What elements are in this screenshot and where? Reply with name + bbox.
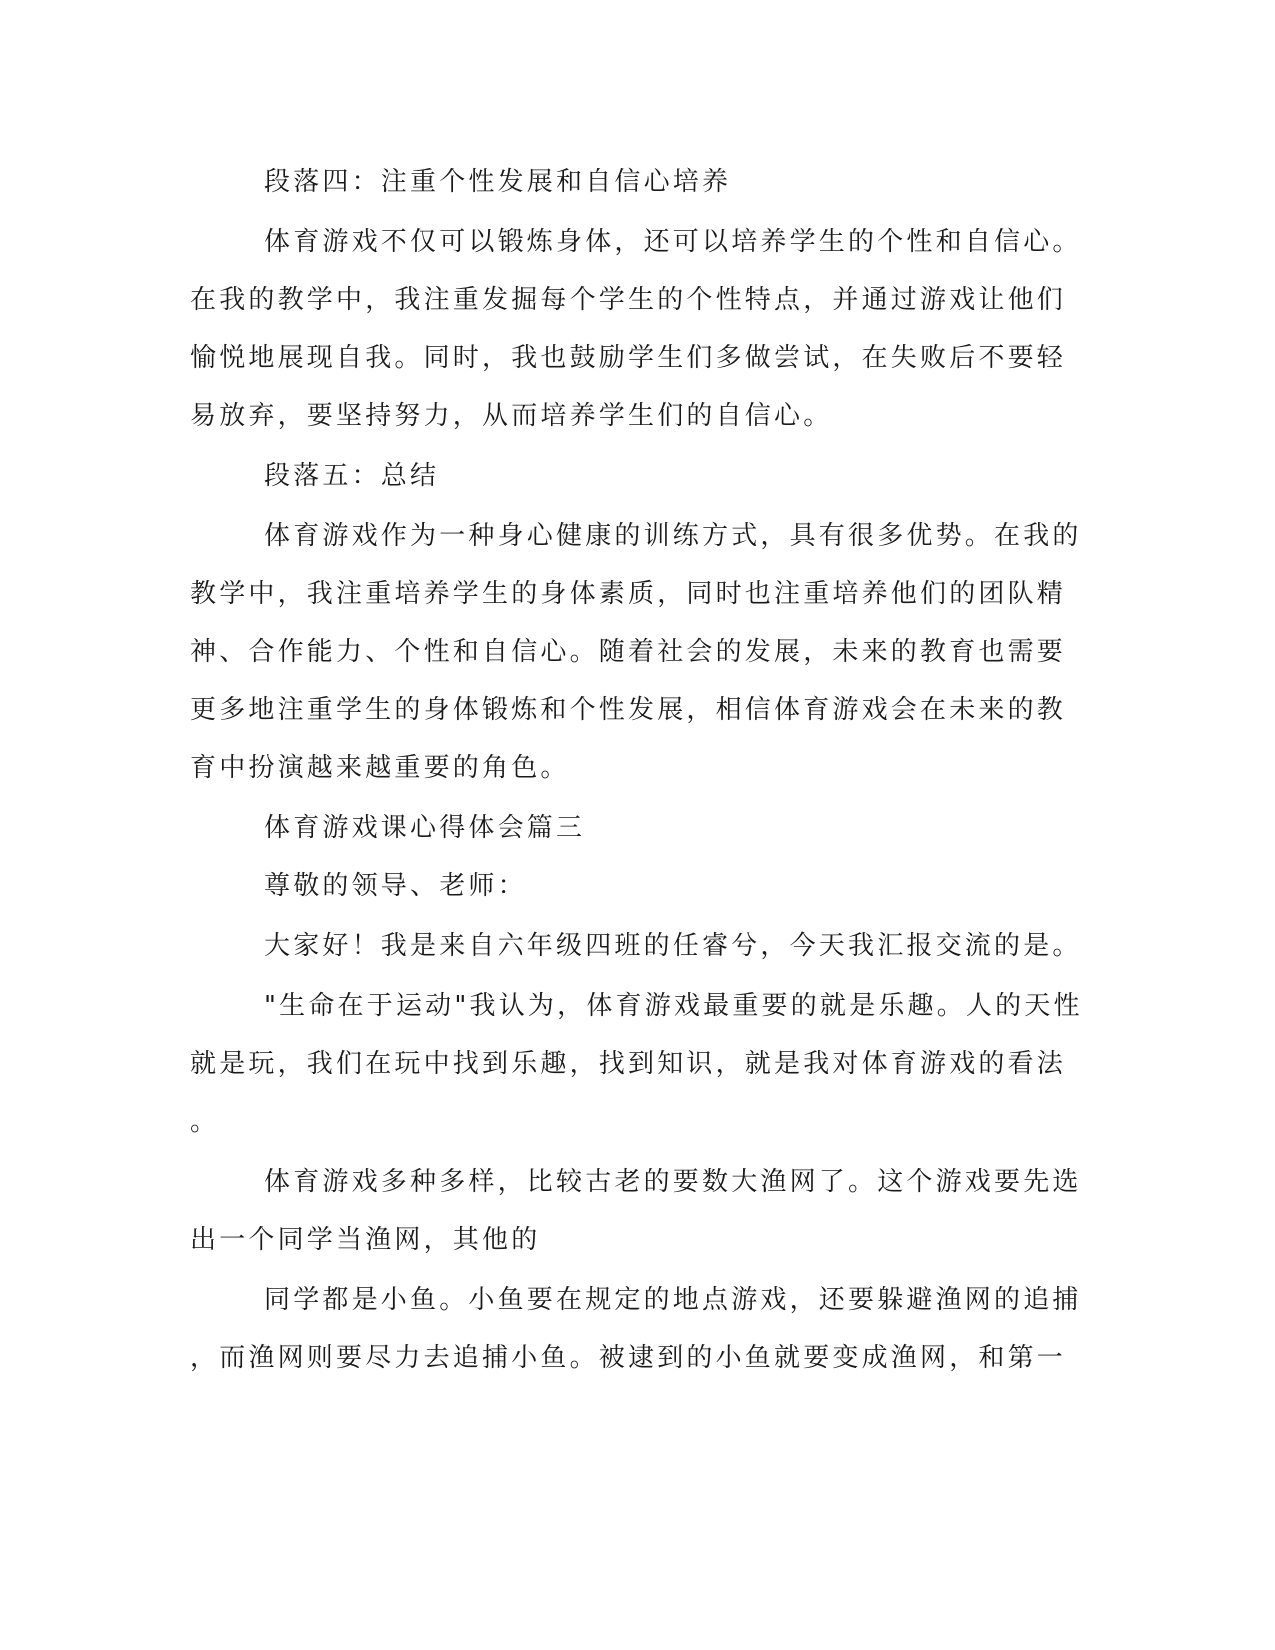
text-line: 大家好！我是来自六年级四班的任睿兮，今天我汇报交流的是。	[264, 931, 1082, 961]
text-line: 愉悦地展现自我。同时，我也鼓励学生们多做尝试，在失败后不要轻	[190, 343, 1067, 373]
section-title: 体育游戏课心得体会篇三	[264, 813, 586, 843]
text-line: 体育游戏作为一种身心健康的训练方式，具有很多优势。在我的	[264, 521, 1082, 551]
text-line: 在我的教学中，我注重发掘每个学生的个性特点，并通过游戏让他们	[190, 285, 1067, 315]
text-line: 教学中，我注重培养学生的身体素质，同时也注重培养他们的团队精	[190, 579, 1067, 609]
text-line: 出一个同学当渔网，其他的	[190, 1225, 541, 1255]
heading-paragraph-five: 段落五：总结	[264, 461, 440, 491]
heading-paragraph-four: 段落四：注重个性发展和自信心培养	[264, 167, 732, 197]
text-line: 更多地注重学生的身体锻炼和个性发展，相信体育游戏会在未来的教	[190, 695, 1067, 725]
text-line: 就是玩，我们在玩中找到乐趣，找到知识，就是我对体育游戏的看法	[190, 1049, 1067, 1079]
text-line: ，而渔网则要尽力去追捕小鱼。被逮到的小鱼就要变成渔网，和第一	[190, 1343, 1067, 1373]
text-line: 神、合作能力、个性和自信心。随着社会的发展，未来的教育也需要	[190, 637, 1067, 667]
text-line: 体育游戏不仅可以锻炼身体，还可以培养学生的个性和自信心。	[264, 227, 1082, 257]
text-line: 易放弃，要坚持努力，从而培养学生们的自信心。	[190, 401, 833, 431]
text-line: 育中扮演越来越重要的角色。	[190, 753, 570, 783]
text-line: 同学都是小鱼。小鱼要在规定的地点游戏，还要躲避渔网的追捕	[264, 1285, 1082, 1315]
text-line: 体育游戏多种多样，比较古老的要数大渔网了。这个游戏要先选	[264, 1167, 1082, 1197]
text-line: "生命在于运动"我认为，体育游戏最重要的就是乐趣。人的天性	[264, 991, 1083, 1021]
text-line: 。	[190, 1107, 220, 1137]
salutation: 尊敬的领导、老师：	[264, 871, 527, 901]
